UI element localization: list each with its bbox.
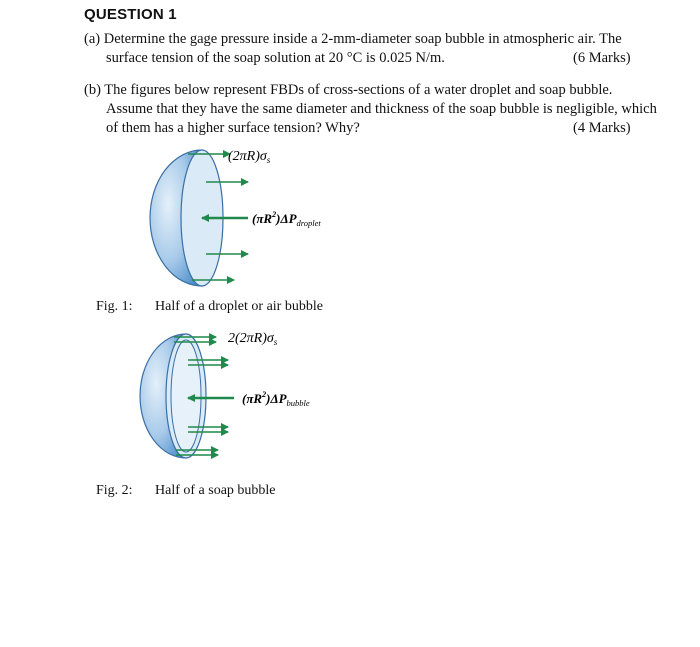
figure-1-caption-text: Half of a droplet or air bubble	[155, 299, 323, 314]
part-b-line-1: (b) The figures below represent FBDs of cross-sections of a water droplet and soap bubble.	[84, 82, 613, 98]
part-b-line-3: of them has a higher surface tension? Why?	[106, 120, 360, 136]
figure-2-caption-number: Fig. 2:	[96, 483, 133, 498]
figure-1-pressure-label: $(\pi R^2)\Delta P_{droplet}$	[252, 210, 321, 228]
part-a-line-1: (a) Determine the gage pressure inside a 2-mm-diameter soap bubble in atmospheric air. The	[84, 31, 622, 47]
cross-section-inner-face	[171, 340, 201, 452]
part-b-line-2: Assume that they have the same diameter and thickness of the soap bubble is negligible, which	[106, 101, 657, 117]
figure-1-caption-number: Fig. 1:	[96, 299, 133, 314]
figure-1-tension-label: $(2\pi R)\sigma_s$	[228, 149, 271, 165]
figure-2-tension-label: $2(2\pi R)\sigma_s$	[228, 331, 278, 347]
question-title: QUESTION 1	[84, 6, 177, 23]
figure-2-pressure-label: $(\pi R^2)\Delta P_{bubble}$	[242, 390, 310, 408]
part-b-marks: (4 Marks)	[573, 120, 631, 136]
figure-2-bubble-fbd	[130, 322, 380, 472]
figure-2-caption-text: Half of a soap bubble	[155, 483, 276, 498]
part-a-marks: (6 Marks)	[573, 50, 631, 66]
part-a-line-2: surface tension of the soap solution at 20 °C is 0.025 N/m.	[106, 50, 445, 66]
figure-1-droplet-fbd	[140, 140, 380, 300]
